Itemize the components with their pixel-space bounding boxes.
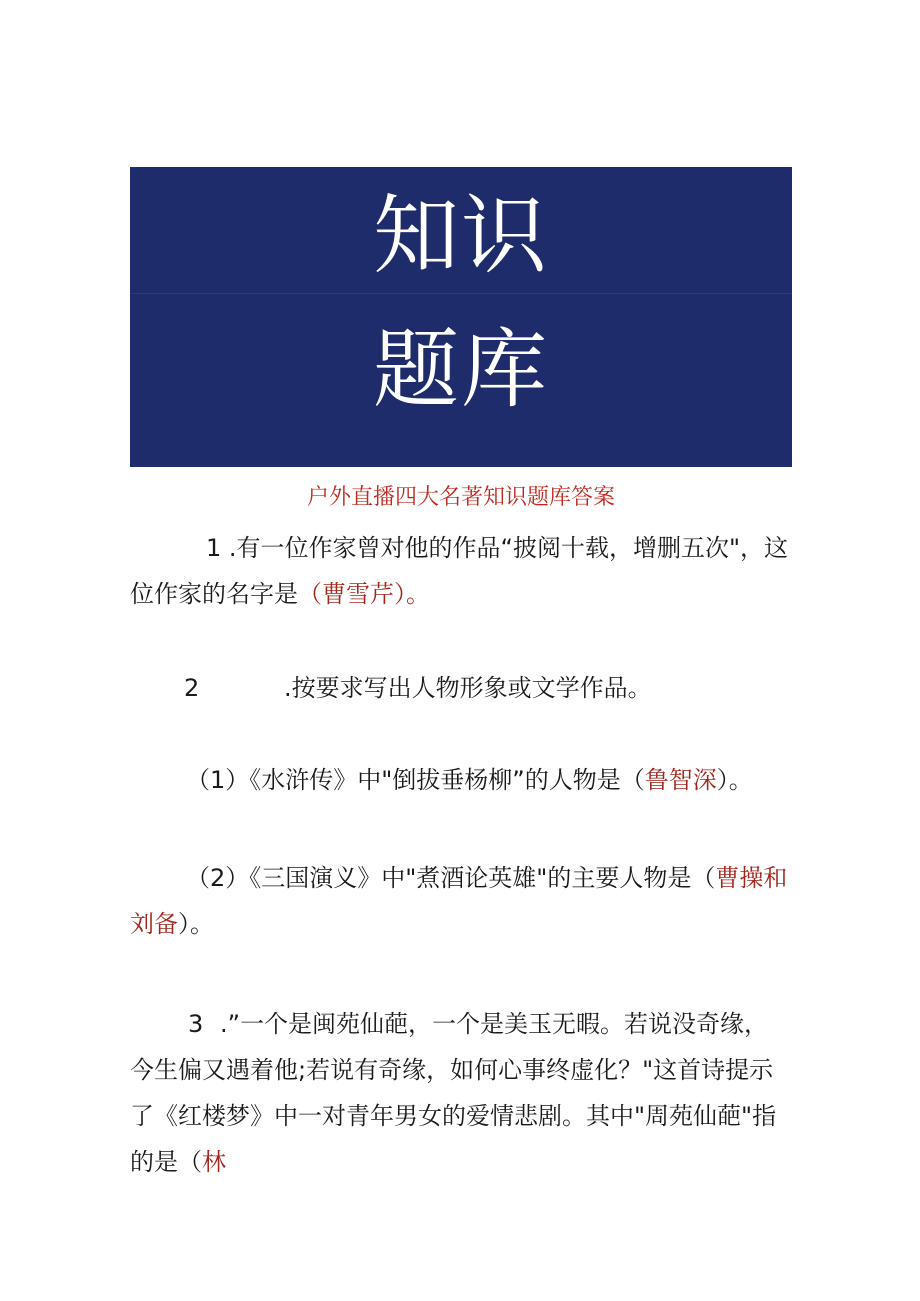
banner-title-line-2: 题库 bbox=[373, 320, 549, 420]
question-2-part-1 bbox=[130, 757, 792, 803]
question-2-part-2-end: ）。 bbox=[178, 910, 214, 938]
question-2-text: .按要求写出人物形象或文学作品。 bbox=[284, 674, 652, 702]
question-1 bbox=[130, 525, 792, 617]
question-3-text: .”一个是闽苑仙葩，一个是美玉无暇。若说没奇缘，今生偏又遇着他;若说有奇缘，如何心事终虚化？"这首诗提示了《红楼梦》中一对青年男女的爱情悲剧。其中"周苑仙葩"指的是（ bbox=[130, 1010, 777, 1176]
question-2-part-1-answer: 鲁智深 bbox=[644, 766, 717, 794]
question-2-part-2 bbox=[130, 855, 792, 947]
question-3 bbox=[130, 1001, 792, 1185]
question-2-part-1-end: ）。 bbox=[716, 766, 753, 794]
question-2-number: 2 bbox=[184, 674, 200, 702]
banner-title-line-1: 知识 bbox=[373, 186, 549, 286]
title-banner bbox=[130, 167, 792, 467]
question-1-answer: （曹雪芹） bbox=[298, 580, 406, 608]
question-1-text: 1 .有一位作家曾对他的作品“披阅十载，增删五次"，这位作家的名字是 bbox=[130, 534, 788, 608]
question-1-end: 。 bbox=[406, 580, 430, 608]
question-3-number: 3 bbox=[188, 1010, 204, 1038]
question-2-part-2-answer: 曹操和刘备 bbox=[130, 864, 788, 938]
question-2-part-2-text: （2）《三国演义》中"煮酒论英雄"的主要人物是（ bbox=[186, 864, 716, 892]
question-2-part-1-text: （1）《水浒传》中"倒拔垂杨柳”的人物是（ bbox=[186, 766, 645, 794]
banner-divider bbox=[130, 293, 792, 294]
document-title: 户外直播四大名著知识题库答案 bbox=[306, 485, 615, 510]
question-3-answer: 林 bbox=[202, 1148, 226, 1176]
